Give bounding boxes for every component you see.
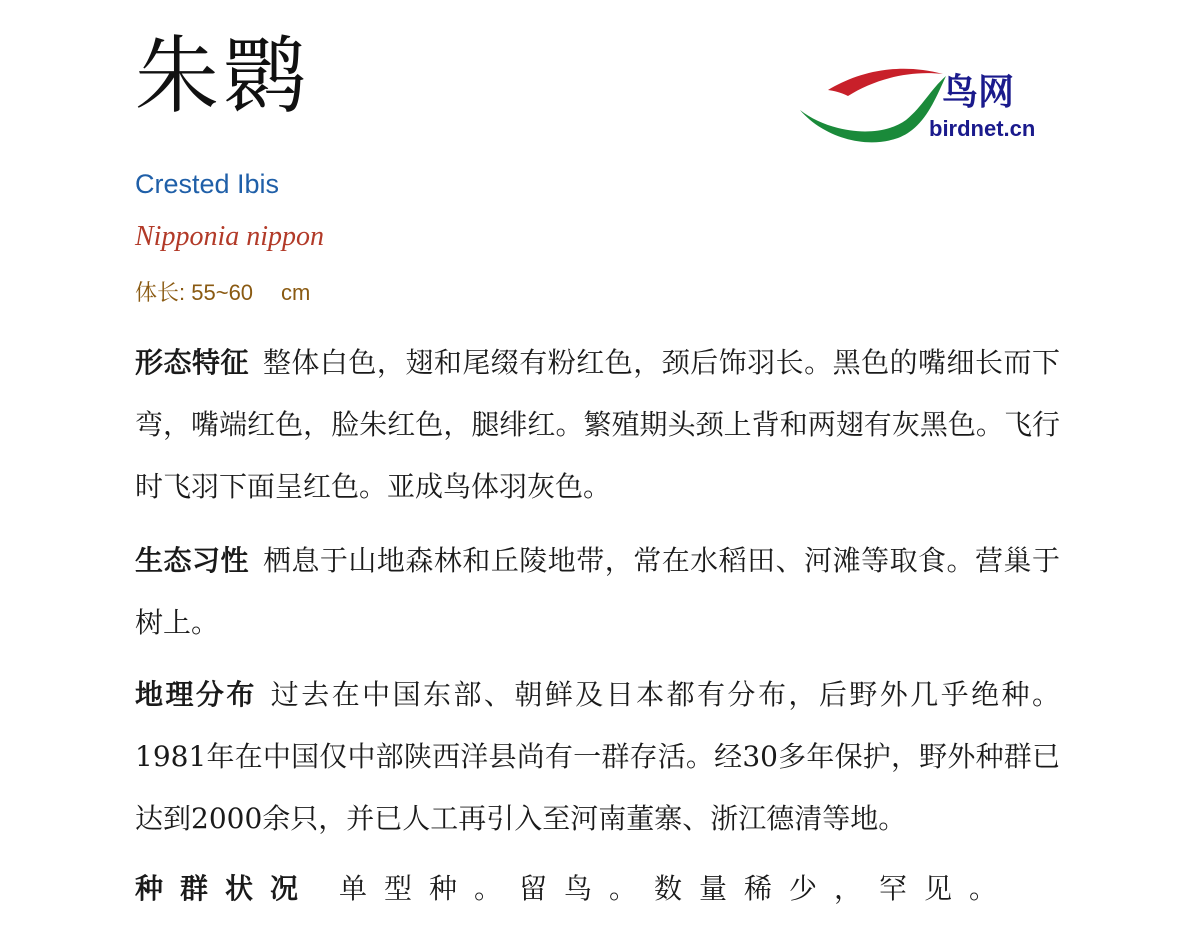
section-heading: 生态习性 xyxy=(135,544,249,577)
length-unit: cm xyxy=(281,280,311,305)
body-length xyxy=(135,280,310,307)
section-distribution xyxy=(135,664,1060,850)
section-text: 单型种。留鸟。数量稀少，罕见。 xyxy=(339,872,1015,905)
section-heading: 地理分布 xyxy=(135,678,257,711)
section-population xyxy=(135,858,1060,920)
logo-text-cn: 鸟网 xyxy=(942,71,1015,113)
birdnet-logo[interactable] xyxy=(798,62,1036,152)
section-ecology xyxy=(135,530,1060,654)
english-name: Crested Ibis xyxy=(135,169,280,199)
species-title: 朱鹮 xyxy=(135,27,312,125)
section-text: 整体白色，翅和尾缀有粉红色，颈后饰羽长。黑色的嘴细长而下弯，嘴端红色，脸朱红色，腿绯红。繁殖期头颈上背和两翅有灰黑色。飞行时飞羽下面呈红色。亚成鸟体羽灰色。 xyxy=(135,346,1060,503)
logo-red-swoosh xyxy=(828,69,943,96)
section-heading: 形态特征 xyxy=(135,346,249,379)
logo-swoosh-icon xyxy=(798,62,948,152)
section-morphology xyxy=(135,332,1060,518)
section-text: 过去在中国东部、朝鲜及日本都有分布，后野外几乎绝种。1981年在中国仅中部陕西洋县尚有一群存活。经30多年保护，野外种群已达到2000余只，并已人工再引入至河南董寨、浙江德清等地。 xyxy=(135,678,1060,835)
length-label: 体长 xyxy=(135,281,180,306)
logo-green-swoosh xyxy=(800,76,946,142)
scientific-name: Nipponia nippon xyxy=(135,221,325,252)
section-text: 栖息于山地森林和丘陵地带，常在水稻田、河滩等取食。营巢于树上。 xyxy=(135,544,1060,639)
length-value: 55~60 xyxy=(191,280,254,305)
logo-text-en: birdnet.cn xyxy=(929,116,1036,141)
section-heading: 种群状况 xyxy=(135,872,316,905)
length-separator: : xyxy=(179,280,192,305)
